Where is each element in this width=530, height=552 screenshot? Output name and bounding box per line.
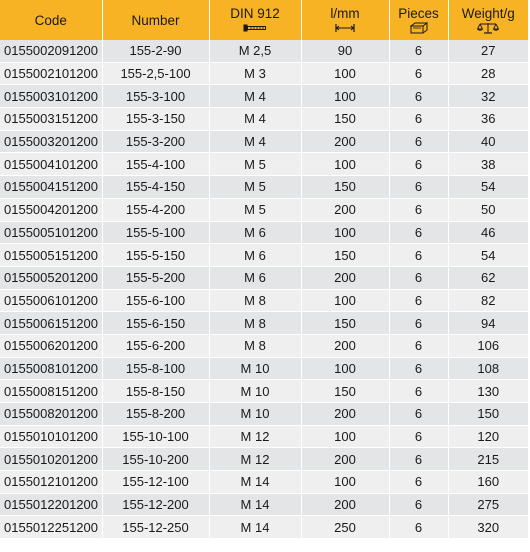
header-din912 [209, 0, 301, 40]
table-row [0, 153, 528, 176]
cell-number: 155-8-150 [102, 380, 209, 403]
cell-code: 0155010201200 [0, 448, 102, 471]
cell-weight: 27 [448, 40, 528, 62]
cell-din912: M 5 [209, 198, 301, 221]
table-body [0, 40, 528, 539]
cell-din912: M 5 [209, 176, 301, 199]
cell-number: 155-5-150 [102, 244, 209, 267]
cell-length: 200 [301, 266, 389, 289]
cell-weight: 28 [448, 62, 528, 85]
table-row [0, 244, 528, 267]
cell-length: 200 [301, 198, 389, 221]
cell-code: 0155005201200 [0, 266, 102, 289]
cell-din912: M 6 [209, 221, 301, 244]
cell-length: 100 [301, 471, 389, 494]
cell-length: 100 [301, 289, 389, 312]
cell-number: 155-3-100 [102, 85, 209, 108]
cell-din912: M 14 [209, 516, 301, 539]
cell-code: 0155002101200 [0, 62, 102, 85]
cell-din912: M 6 [209, 266, 301, 289]
table-row [0, 516, 528, 539]
cell-din912: M 10 [209, 403, 301, 426]
cell-length: 150 [301, 108, 389, 131]
cell-number: 155-8-100 [102, 357, 209, 380]
table-row [0, 40, 528, 62]
header-code-label: Code [34, 12, 67, 28]
cell-code: 0155008101200 [0, 357, 102, 380]
cell-pieces: 6 [389, 334, 448, 357]
cell-pieces: 6 [389, 266, 448, 289]
cell-weight: 38 [448, 153, 528, 176]
header-weight [448, 0, 528, 40]
cell-number: 155-8-200 [102, 403, 209, 426]
cell-length: 90 [301, 40, 389, 62]
cell-din912: M 14 [209, 471, 301, 494]
cell-weight: 106 [448, 334, 528, 357]
table-row [0, 198, 528, 221]
cell-code: 0155004151200 [0, 176, 102, 199]
cell-length: 100 [301, 153, 389, 176]
cell-din912: M 3 [209, 62, 301, 85]
table-row [0, 471, 528, 494]
cell-length: 200 [301, 334, 389, 357]
cell-number: 155-2-90 [102, 40, 209, 62]
cell-code: 0155012101200 [0, 471, 102, 494]
cell-din912: M 12 [209, 425, 301, 448]
cell-length: 100 [301, 85, 389, 108]
cell-pieces: 6 [389, 198, 448, 221]
cell-code: 0155008201200 [0, 403, 102, 426]
cell-din912: M 8 [209, 334, 301, 357]
cell-pieces: 6 [389, 471, 448, 494]
cell-pieces: 6 [389, 357, 448, 380]
cell-weight: 54 [448, 176, 528, 199]
cell-pieces: 6 [389, 62, 448, 85]
table-row [0, 266, 528, 289]
table-row [0, 108, 528, 131]
cell-number: 155-2,5-100 [102, 62, 209, 85]
cell-weight: 54 [448, 244, 528, 267]
cell-number: 155-4-150 [102, 176, 209, 199]
cell-din912: M 10 [209, 357, 301, 380]
cell-pieces: 6 [389, 516, 448, 539]
cell-weight: 46 [448, 221, 528, 244]
table-row [0, 334, 528, 357]
table-row [0, 221, 528, 244]
header-number [102, 0, 209, 40]
cell-pieces: 6 [389, 176, 448, 199]
cell-din912: M 8 [209, 289, 301, 312]
cell-code: 0155006201200 [0, 334, 102, 357]
cell-length: 200 [301, 403, 389, 426]
table-row [0, 448, 528, 471]
cell-weight: 120 [448, 425, 528, 448]
cell-code: 0155003151200 [0, 108, 102, 131]
table-row [0, 85, 528, 108]
screw-icon [243, 22, 267, 34]
cell-din912: M 5 [209, 153, 301, 176]
cell-length: 100 [301, 221, 389, 244]
table-row [0, 130, 528, 153]
header-length [301, 0, 389, 40]
cell-length: 100 [301, 62, 389, 85]
cell-din912: M 8 [209, 312, 301, 335]
cell-weight: 130 [448, 380, 528, 403]
cell-din912: M 4 [209, 108, 301, 131]
cell-pieces: 6 [389, 85, 448, 108]
cell-weight: 40 [448, 130, 528, 153]
cell-weight: 275 [448, 493, 528, 516]
cell-code: 0155006101200 [0, 289, 102, 312]
cell-pieces: 6 [389, 403, 448, 426]
cell-code: 0155005151200 [0, 244, 102, 267]
table-row [0, 176, 528, 199]
cell-din912: M 10 [209, 380, 301, 403]
cell-number: 155-5-100 [102, 221, 209, 244]
cell-pieces: 6 [389, 244, 448, 267]
cell-code: 0155003201200 [0, 130, 102, 153]
cell-length: 200 [301, 448, 389, 471]
cell-number: 155-10-100 [102, 425, 209, 448]
cell-din912: M 12 [209, 448, 301, 471]
cell-number: 155-3-150 [102, 108, 209, 131]
cell-pieces: 6 [389, 153, 448, 176]
table-row [0, 289, 528, 312]
cell-code: 0155008151200 [0, 380, 102, 403]
length-icon [335, 22, 355, 34]
cell-pieces: 6 [389, 425, 448, 448]
cell-pieces: 6 [389, 130, 448, 153]
cell-din912: M 4 [209, 85, 301, 108]
cell-pieces: 6 [389, 380, 448, 403]
cell-pieces: 6 [389, 448, 448, 471]
cell-length: 150 [301, 176, 389, 199]
table-row [0, 357, 528, 380]
cell-code: 0155002091200 [0, 40, 102, 62]
cell-code: 0155012251200 [0, 516, 102, 539]
cell-number: 155-12-100 [102, 471, 209, 494]
cell-pieces: 6 [389, 289, 448, 312]
cell-length: 150 [301, 380, 389, 403]
header-pieces-label: Pieces [398, 5, 439, 21]
cell-number: 155-10-200 [102, 448, 209, 471]
table-header-row [0, 0, 528, 40]
cell-pieces: 6 [389, 108, 448, 131]
cell-din912: M 14 [209, 493, 301, 516]
cell-number: 155-6-100 [102, 289, 209, 312]
table-row [0, 425, 528, 448]
box-icon [410, 22, 428, 34]
cell-pieces: 6 [389, 493, 448, 516]
cell-code: 0155010101200 [0, 425, 102, 448]
header-din912-label: DIN 912 [230, 5, 280, 21]
header-weight-label: Weight/g [461, 5, 515, 21]
cell-weight: 50 [448, 198, 528, 221]
cell-din912: M 6 [209, 244, 301, 267]
cell-weight: 94 [448, 312, 528, 335]
cell-length: 200 [301, 130, 389, 153]
header-length-label: l/mm [330, 5, 360, 21]
table-row [0, 493, 528, 516]
table-row [0, 403, 528, 426]
table-row [0, 62, 528, 85]
cell-din912: M 2,5 [209, 40, 301, 62]
cell-weight: 215 [448, 448, 528, 471]
header-pieces [389, 0, 448, 40]
cell-code: 0155012201200 [0, 493, 102, 516]
scale-icon [477, 22, 499, 34]
cell-pieces: 6 [389, 312, 448, 335]
table-row [0, 312, 528, 335]
cell-number: 155-4-100 [102, 153, 209, 176]
header-number-label: Number [131, 12, 180, 28]
cell-length: 150 [301, 312, 389, 335]
cell-length: 100 [301, 357, 389, 380]
cell-code: 0155004101200 [0, 153, 102, 176]
cell-number: 155-5-200 [102, 266, 209, 289]
cell-number: 155-3-200 [102, 130, 209, 153]
cell-weight: 62 [448, 266, 528, 289]
cell-din912: M 4 [209, 130, 301, 153]
header-code [0, 0, 102, 40]
cell-code: 0155005101200 [0, 221, 102, 244]
cell-weight: 150 [448, 403, 528, 426]
cell-weight: 160 [448, 471, 528, 494]
cell-pieces: 6 [389, 40, 448, 62]
cell-pieces: 6 [389, 221, 448, 244]
cell-number: 155-12-200 [102, 493, 209, 516]
cell-code: 0155006151200 [0, 312, 102, 335]
table-row [0, 380, 528, 403]
cell-code: 0155004201200 [0, 198, 102, 221]
cell-weight: 32 [448, 85, 528, 108]
cell-weight: 36 [448, 108, 528, 131]
cell-weight: 108 [448, 357, 528, 380]
cell-length: 200 [301, 493, 389, 516]
cell-code: 0155003101200 [0, 85, 102, 108]
cell-weight: 82 [448, 289, 528, 312]
cell-number: 155-4-200 [102, 198, 209, 221]
cell-number: 155-6-200 [102, 334, 209, 357]
cell-number: 155-6-150 [102, 312, 209, 335]
cell-length: 100 [301, 425, 389, 448]
cell-length: 150 [301, 244, 389, 267]
cell-weight: 320 [448, 516, 528, 539]
cell-length: 250 [301, 516, 389, 539]
cell-number: 155-12-250 [102, 516, 209, 539]
